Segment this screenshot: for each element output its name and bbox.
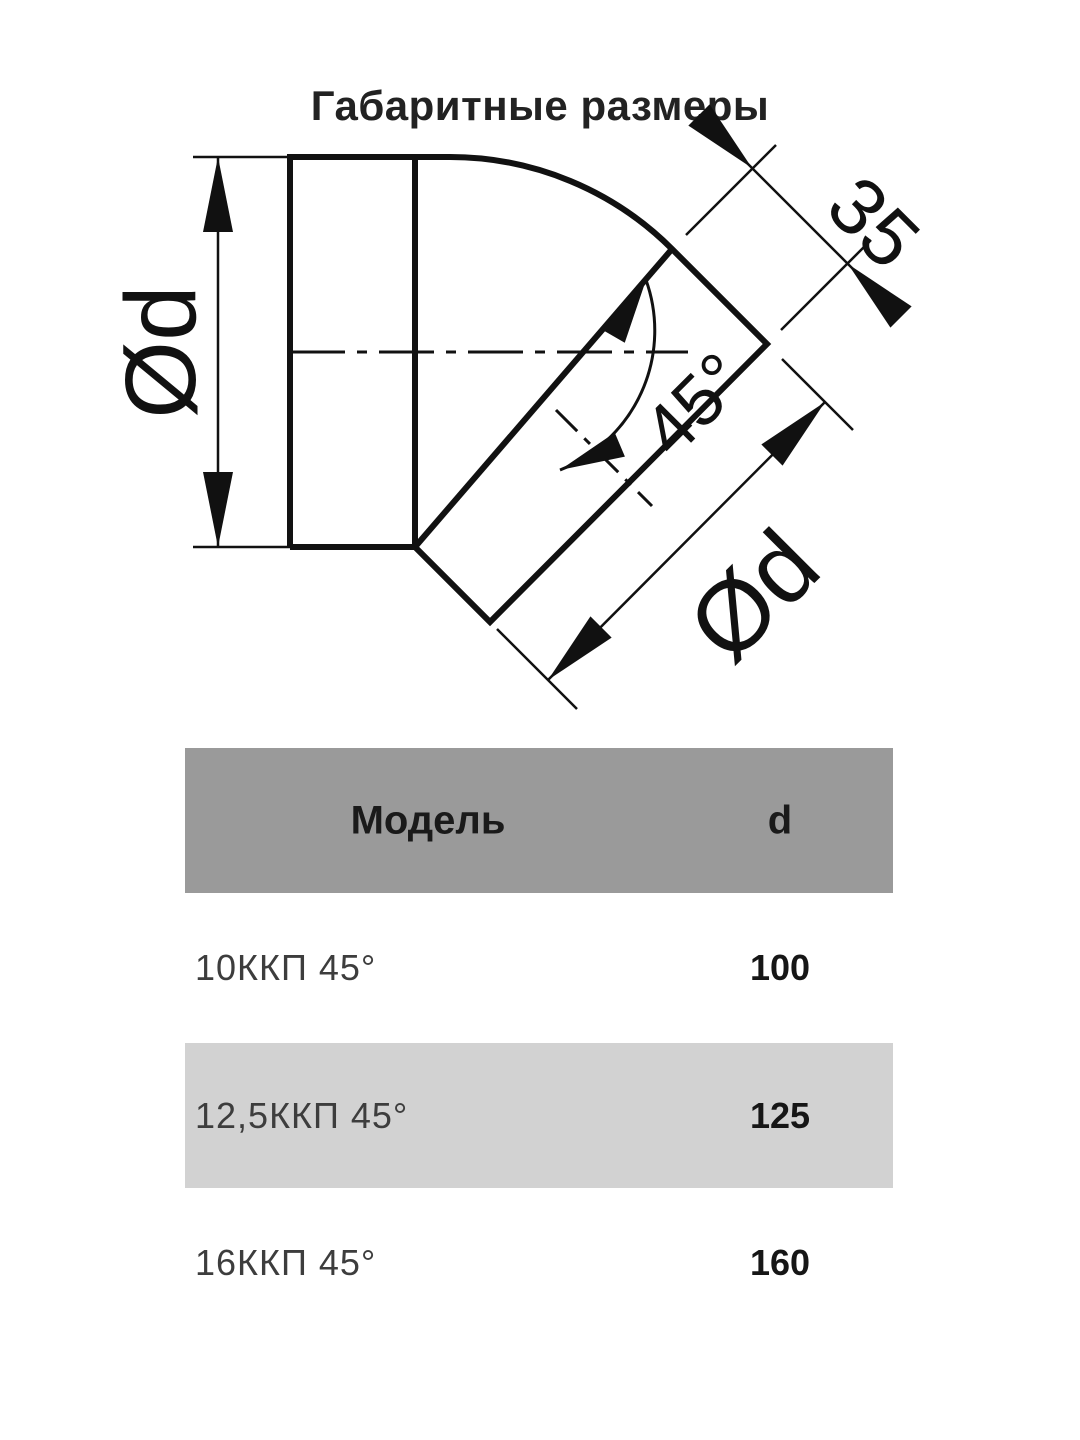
d-value: 160 [749, 1242, 811, 1283]
model-name: 16ККП 45° [195, 1242, 377, 1283]
miter-seam-line [415, 249, 672, 547]
model-name: 10ККП 45° [195, 947, 377, 988]
arrow-down-left-icon [537, 616, 611, 690]
arc-arrow-bottom-icon [555, 433, 625, 482]
table-row [185, 893, 893, 1043]
page-title: Габаритные размеры [310, 82, 770, 129]
label-bend-angle: 45° [628, 338, 762, 472]
model-size-table [185, 748, 893, 1386]
arrow-down-right-icon [688, 104, 762, 178]
arrow-up-right-icon [761, 391, 835, 465]
column-header-d: d [767, 798, 793, 842]
label-segment-length: 35 [810, 159, 937, 286]
arrow-up-icon [203, 157, 233, 232]
arrow-down-icon [203, 472, 233, 547]
extension-line-outlet-inner [497, 629, 577, 709]
column-header-model: Модель [350, 798, 506, 842]
table-row [185, 1188, 893, 1338]
arc-arrow-top-icon [602, 274, 657, 343]
table-row [185, 1043, 893, 1188]
extension-line-35-a [686, 145, 776, 235]
label-inlet-diameter: Ød [105, 285, 217, 419]
d-value: 100 [749, 947, 811, 988]
model-name: 12,5ККП 45° [195, 1094, 409, 1136]
table-header-row [185, 748, 893, 893]
label-outlet-diameter: Ød [666, 508, 841, 683]
d-value: 125 [749, 1094, 811, 1136]
extension-line-outlet-outer [782, 359, 853, 430]
